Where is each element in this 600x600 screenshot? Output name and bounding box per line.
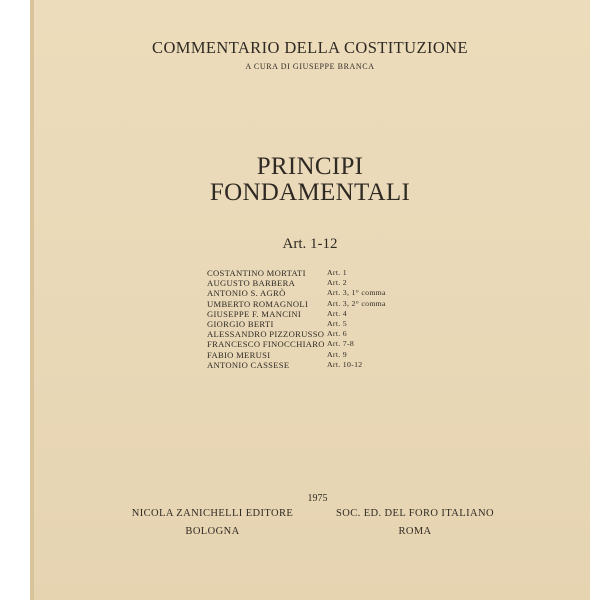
publisher-city: ROMA xyxy=(398,526,432,537)
contributor-row xyxy=(207,268,386,278)
contributor-row xyxy=(207,360,386,370)
main-title-line-1: PRINCIPI xyxy=(256,153,364,180)
contributor-row xyxy=(207,278,386,288)
publisher-city: BOLOGNA xyxy=(185,526,240,537)
contributor-article: Art. 5 xyxy=(327,319,347,329)
publication-year: 1975 xyxy=(307,493,328,504)
page-edge xyxy=(30,0,34,600)
main-title-line-2: FONDAMENTALI xyxy=(209,179,411,206)
contributor-row xyxy=(207,350,386,360)
contributor-name: ANTONIO S. AGRÒ xyxy=(207,288,286,299)
publisher-name: SOC. ED. DEL FORO ITALIANO xyxy=(336,508,494,519)
contributor-row xyxy=(207,339,386,349)
contributor-row xyxy=(207,309,386,319)
series-title: COMMENTARIO DELLA COSTITUZIONE xyxy=(152,38,468,57)
publisher-left xyxy=(125,505,300,541)
contributor-row xyxy=(207,319,386,329)
contributor-article: Art. 6 xyxy=(327,329,347,339)
contributor-name: FRANCESCO FINOCCHIARO xyxy=(207,339,325,350)
editor-credit: A CURA DI GIUSEPPE BRANCA xyxy=(245,62,375,71)
contributor-name: ALESSANDRO PIZZORUSSO xyxy=(207,329,325,340)
title-page xyxy=(30,0,590,600)
contributor-article: Art. 1 xyxy=(327,268,347,277)
contributor-row xyxy=(207,329,386,339)
publisher-right xyxy=(310,505,520,541)
contributor-name: UMBERTO ROMAGNOLI xyxy=(207,298,309,309)
main-title xyxy=(30,154,590,206)
contributor-name: GIUSEPPE F. MANCINI xyxy=(207,308,302,319)
contributor-name: AUGUSTO BARBERA xyxy=(207,278,296,289)
contributor-name: ANTONIO CASSESE xyxy=(207,359,290,370)
contributors-list xyxy=(207,268,386,370)
contributor-article: Art. 4 xyxy=(327,308,347,318)
contributor-name: COSTANTINO MORTATI xyxy=(207,268,306,278)
contributor-article: Art. 3, 1° comma xyxy=(327,288,386,298)
contributor-name: GIORGIO BERTI xyxy=(207,319,274,330)
contributor-article: Art. 10-12 xyxy=(327,359,363,369)
contributor-article: Art. 9 xyxy=(327,349,347,359)
publisher-name: NICOLA ZANICHELLI EDITORE xyxy=(131,508,294,519)
articles-range: Art. 1-12 xyxy=(282,236,338,252)
contributor-article: Art. 7-8 xyxy=(327,339,355,349)
contributor-name: FABIO MERUSI xyxy=(207,349,271,360)
contributor-article: Art. 3, 2° comma xyxy=(327,298,386,308)
contributor-article: Art. 2 xyxy=(327,278,347,288)
contributor-row xyxy=(207,288,386,298)
contributor-row xyxy=(207,299,386,309)
